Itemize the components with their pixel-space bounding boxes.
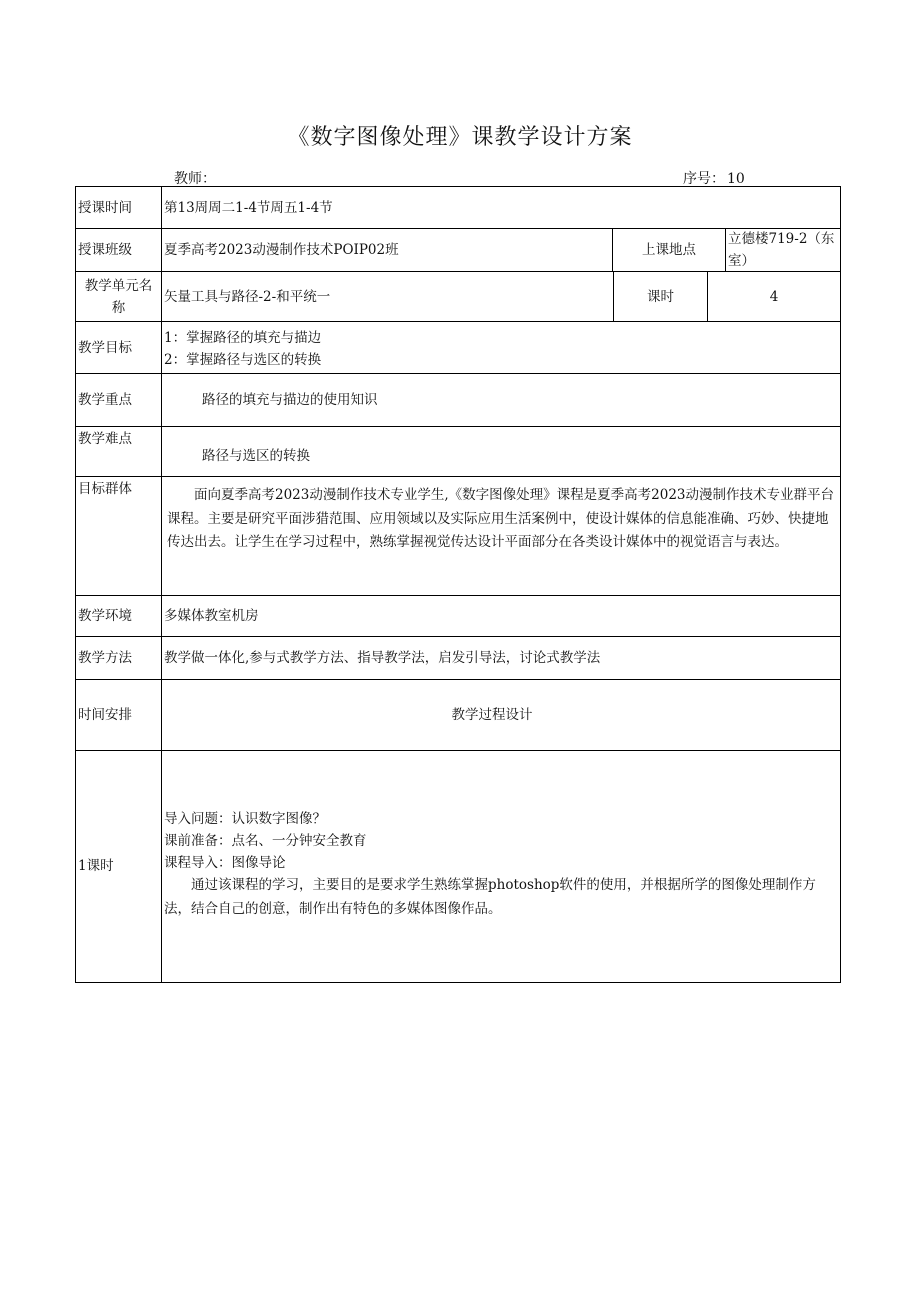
class-time-label: 授课时间 [78, 199, 132, 216]
difficulties-label: 教学难点 [78, 431, 132, 447]
difficulties-value: 路径与选区的转换 [161, 427, 840, 476]
lesson-line: 课程导入：图像导论 [164, 855, 286, 871]
class-value: 夏季高考2023动漫制作技术POIP02班 [161, 229, 612, 271]
goal-item: 2：掌握路径与选区的转换 [164, 352, 322, 368]
lesson-1-label: 1课时 [78, 857, 114, 874]
environment-label: 教学环境 [78, 608, 132, 624]
key-points-label: 教学重点 [78, 392, 132, 408]
lesson-paragraph: 通过该课程的学习，主要目的是要求学生熟练掌握photoshop软件的使用，并根据所学的图像处理制作方法，结合自己的创意，制作出有特色的多媒体图像作品。 [164, 877, 816, 917]
row-difficulties [75, 427, 841, 477]
lesson-plan-table [75, 186, 841, 983]
hours-value: 4 [707, 272, 840, 321]
environment-value: 多媒体教室机房 [161, 596, 840, 636]
lesson-line: 课前准备：点名、一分钟安全教育 [164, 833, 367, 849]
serial-label: 序号： [683, 171, 725, 187]
row-lesson-1 [75, 751, 841, 983]
row-method [75, 637, 841, 680]
serial-field [681, 168, 745, 188]
location-label: 上课地点 [612, 229, 725, 271]
goal-item: 1：掌握路径的填充与描边 [164, 330, 322, 346]
goals-label: 教学目标 [78, 339, 132, 356]
schedule-header: 教学过程设计 [161, 680, 840, 750]
goals-list [161, 322, 840, 373]
row-unit [75, 272, 841, 322]
key-points-value: 路径的填充与描边的使用知识 [161, 374, 840, 426]
teacher-field [172, 168, 218, 188]
row-goals [75, 322, 841, 374]
method-value: 教学做一体化,参与式教学方法、指导教学法，启发引导法，讨论式教学法 [161, 637, 840, 679]
row-class-time [75, 186, 841, 229]
unit-label: 教学单元名称 [84, 277, 153, 316]
target-group-label: 目标群体 [78, 481, 132, 497]
location-value: 立德楼719-2（东室） [725, 229, 840, 271]
row-environment [75, 596, 841, 637]
method-label: 教学方法 [78, 650, 132, 666]
row-key-points [75, 374, 841, 427]
lesson-1-content [161, 751, 840, 982]
teacher-label: 教师： [174, 171, 216, 187]
hours-label: 课时 [613, 272, 707, 321]
lesson-line: 导入问题：认识数字图像？ [164, 811, 326, 827]
row-target-group [75, 477, 841, 596]
target-group-text: 面向夏季高考2023动漫制作技术专业学生,《数字图像处理》课程是夏季高考2023动漫制作技术专业群平台课程。主要是研究平面涉猎范围、应用领域以及实际应用生活案例中，使设计媒体的信息能准确、巧妙、快捷地传达出去。让学生在学习过程中，熟练掌握视觉传达设计平面部分在各类设计媒体中的视觉语言与表达。 [161, 477, 840, 595]
serial-value: 10 [727, 171, 745, 187]
document-title: 《数字图像处理》课教学设计方案 [287, 125, 633, 150]
schedule-label: 时间安排 [78, 707, 132, 723]
unit-value: 矢量工具与路径-2-和平统一 [161, 272, 613, 321]
row-class [75, 229, 841, 272]
row-schedule [75, 680, 841, 751]
class-label: 授课班级 [78, 242, 132, 258]
class-time-value: 第13周周二1-4节周五1-4节 [161, 187, 840, 228]
